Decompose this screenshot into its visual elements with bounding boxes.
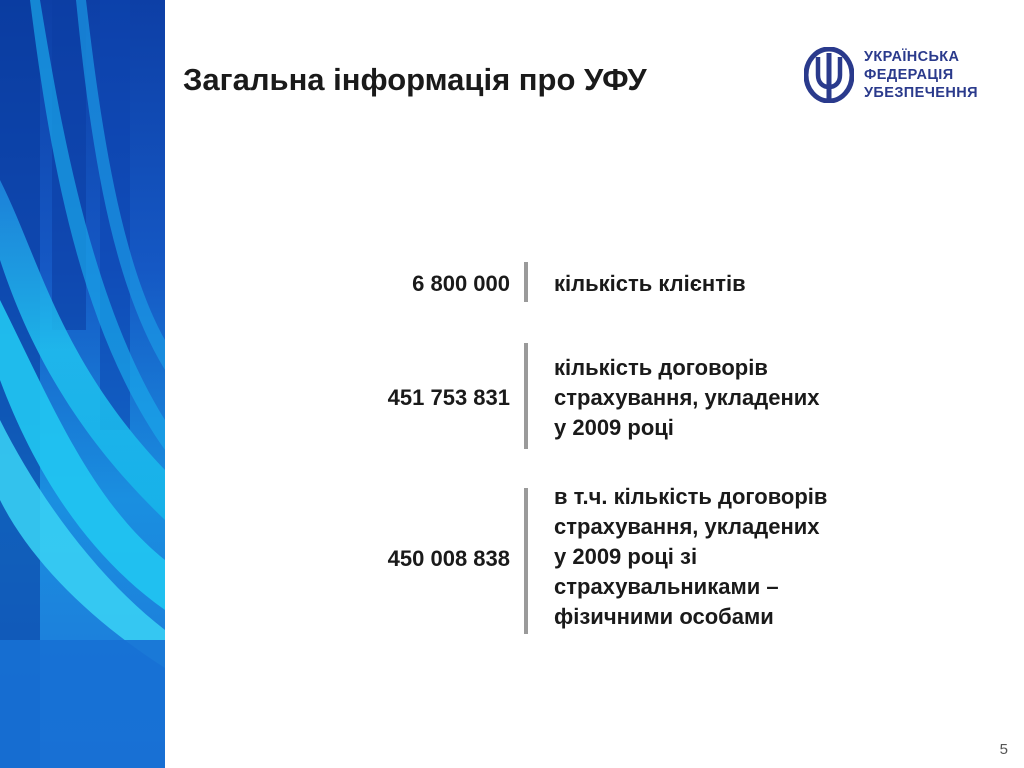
stat-value: 450 008 838 bbox=[387, 546, 510, 571]
page-number: 5 bbox=[999, 741, 1008, 758]
stat-row-individual-contracts bbox=[300, 484, 940, 634]
stat-divider bbox=[524, 488, 528, 634]
ufu-emblem-icon bbox=[804, 47, 854, 103]
stat-description-line: в т.ч. кількість договорів bbox=[554, 484, 828, 509]
stat-description-line: у 2009 році зі bbox=[554, 544, 698, 569]
logo-line-3: УБЕЗПЕЧЕННЯ bbox=[864, 85, 978, 101]
stat-description-line: кількість клієнтів bbox=[554, 271, 746, 296]
decorative-stripes bbox=[0, 0, 170, 768]
stat-divider bbox=[524, 343, 528, 449]
logo-line-2: ФЕДЕРАЦІЯ bbox=[864, 67, 954, 83]
stat-value: 451 753 831 bbox=[387, 385, 510, 410]
stat-description bbox=[554, 269, 894, 299]
stat-description-line: страхування, укладених bbox=[554, 385, 820, 410]
stat-description bbox=[554, 482, 894, 632]
stat-divider bbox=[524, 262, 528, 302]
stat-row-clients bbox=[300, 262, 940, 302]
stat-description-line: страхувальниками – bbox=[554, 574, 779, 599]
logo-line-1: УКРАЇНСЬКА bbox=[864, 49, 960, 65]
stat-row-contracts bbox=[300, 343, 940, 449]
ufu-logo bbox=[804, 44, 994, 106]
stat-description-line: фізичними особами bbox=[554, 604, 774, 629]
stat-description-line: страхування, укладених bbox=[554, 514, 820, 539]
stat-description bbox=[554, 353, 894, 443]
stat-description-line: кількість договорів bbox=[554, 355, 768, 380]
stat-value: 6 800 000 bbox=[412, 271, 510, 296]
stat-description-line: у 2009 році bbox=[554, 415, 674, 440]
page-title: Загальна інформація про УФУ bbox=[183, 62, 647, 97]
